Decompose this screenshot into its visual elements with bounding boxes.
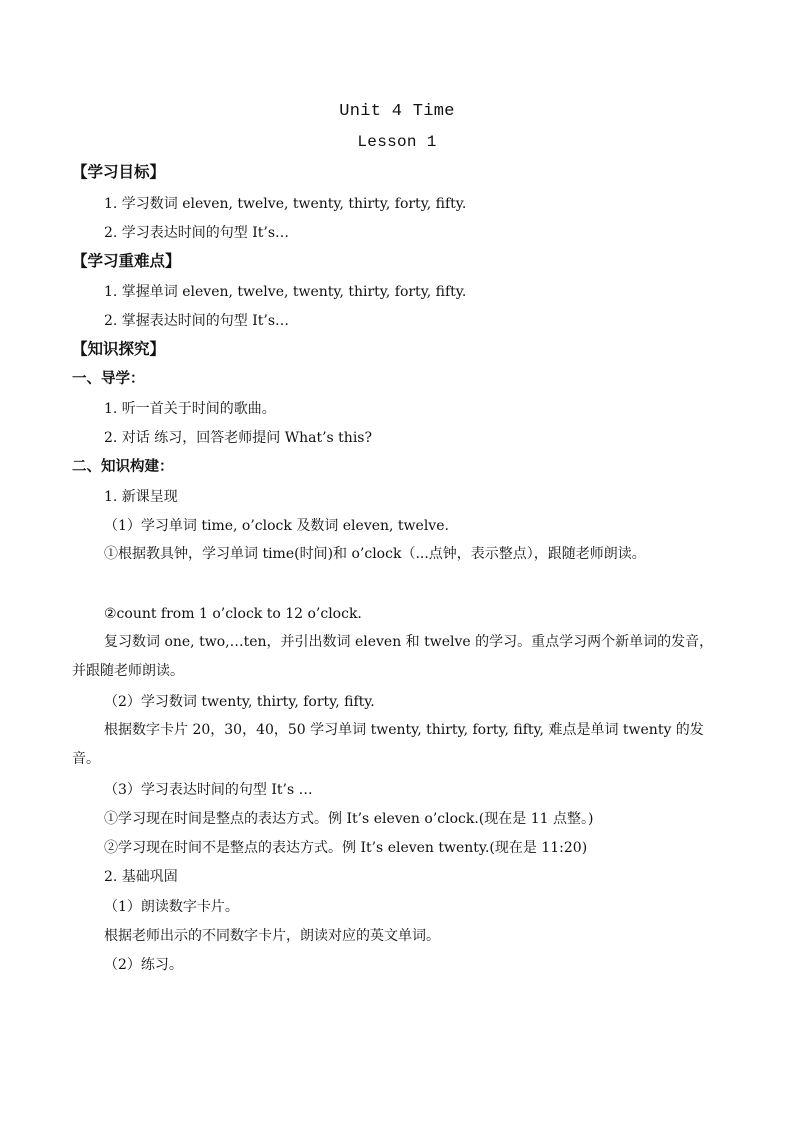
paragraph-clock-words: ①根据教具钟，学习单词 time(时间)和 o’clock（...点钟，表示整点），跟随老师朗读。 <box>104 546 646 562</box>
goal-item-1: 1. 学习数词 eleven, twelve, twenty, thirty, forty, fifty. <box>104 196 467 212</box>
new-lesson-heading: 1. 新课呈现 <box>104 489 178 505</box>
consolidation-heading: 2. 基础巩固 <box>104 869 178 885</box>
new-lesson-item-3: （3）学习表达时间的句型 It’s … <box>104 782 313 798</box>
new-lesson-item-1: （1）学习单词 time, o’clock 及数词 eleven, twelve. <box>104 518 449 534</box>
key-point-item-1: 1. 掌握单词 eleven, twelve, twenty, thirty, forty, fifty. <box>104 284 467 300</box>
section-heading-exploration: 【知识探究】 <box>72 340 166 358</box>
section-heading-learning-goals: 【学习目标】 <box>72 163 166 181</box>
consolidation-item-2: （2）练习。 <box>104 957 183 973</box>
document-subtitle: Lesson 1 <box>357 133 437 151</box>
consolidation-item-1-detail: 根据老师出示的不同数字卡片，朗读对应的英文单词。 <box>104 928 440 944</box>
document-title: Unit 4 Time <box>339 102 455 121</box>
paragraph-number-cards: 根据数字卡片 20，30，40，50 学习单词 twenty, thirty, forty, fifty, 难点是单词 twenty 的发音。 <box>72 722 704 767</box>
goal-item-2: 2. 学习表达时间的句型 It’s… <box>104 225 290 241</box>
section-heading-key-points: 【学习重难点】 <box>72 252 181 270</box>
subheading-guide: 一、导学： <box>72 371 145 387</box>
key-point-item-2: 2. 掌握表达时间的句型 It’s… <box>104 313 290 329</box>
new-lesson-item-2: （2）学习数词 twenty, thirty, forty, fifty. <box>104 694 375 710</box>
paragraph-review-numbers: 复习数词 one, two,…ten，并引出数词 eleven 和 twelve 的学习。重点学习两个新单词的发音，并跟随老师朗读。 <box>72 634 714 679</box>
count-practice-line: ②count from 1 o’clock to 12 o’clock. <box>104 606 362 622</box>
time-expression-on-the-hour: ①学习现在时间是整点的表达方式。例 It’s eleven o’clock.(现在是 11 点整。) <box>104 811 594 827</box>
guide-item-2: 2. 对话 练习，回答老师提问 What’s this? <box>104 430 372 446</box>
guide-item-1: 1. 听一首关于时间的歌曲。 <box>104 401 276 417</box>
time-expression-not-on-the-hour: ②学习现在时间不是整点的表达方式。例 It’s eleven twenty.(现在是 11:20) <box>104 840 588 856</box>
consolidation-item-1: （1）朗读数字卡片。 <box>104 899 239 915</box>
subheading-knowledge-building: 二、知识构建： <box>72 459 174 475</box>
